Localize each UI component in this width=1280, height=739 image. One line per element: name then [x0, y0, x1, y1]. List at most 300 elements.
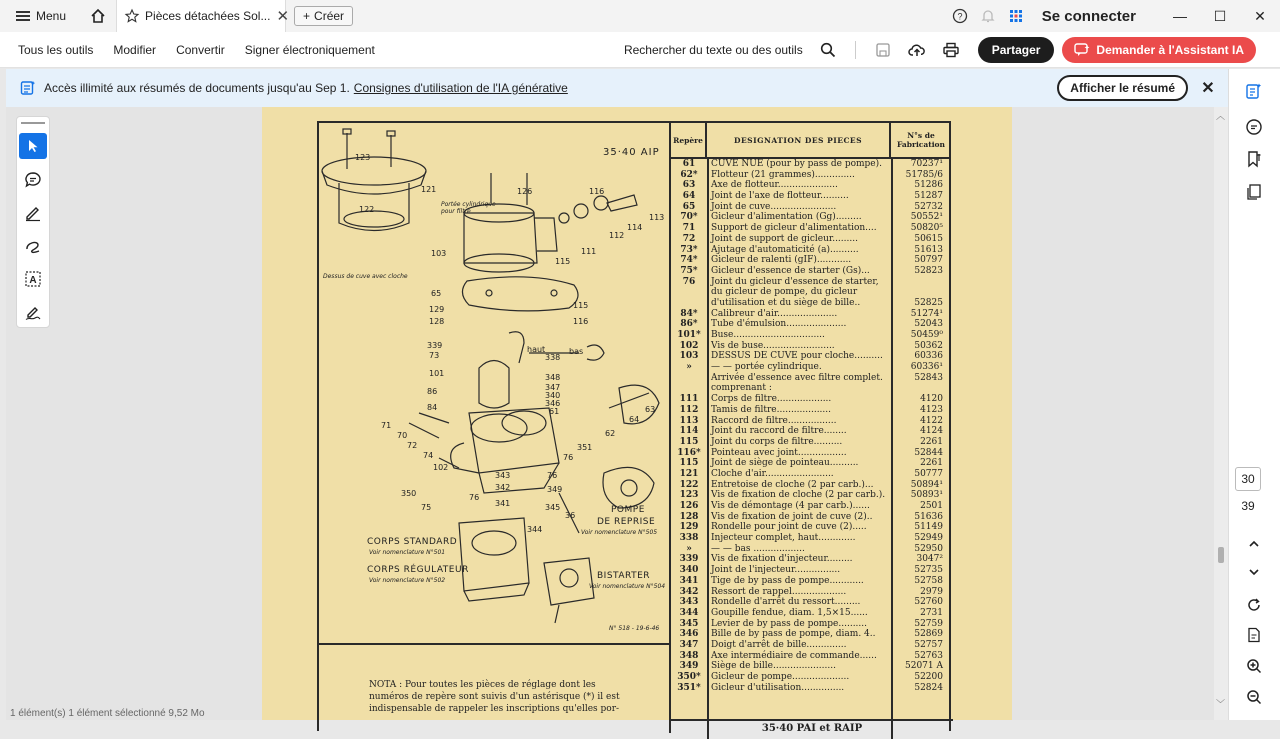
table-row — [671, 640, 951, 651]
main-toolbar — [0, 32, 1280, 68]
row-repere: 338 — [679, 533, 699, 544]
row-designation: — — bas .................. — [711, 543, 805, 554]
row-repere: 129 — [679, 522, 699, 533]
table-row — [671, 234, 951, 245]
row-fabrication: 2731 — [920, 607, 943, 618]
row-fabrication: 50894¹ — [910, 479, 943, 490]
part-label: 75 — [421, 503, 432, 512]
row-fabrication — [891, 287, 951, 298]
share-button[interactable]: Partager — [978, 37, 1055, 63]
scrollbar-thumb[interactable] — [1218, 547, 1224, 563]
row-designation: Gicleur de ralenti (gIF)............ — [711, 255, 852, 266]
menu-label: Menu — [36, 9, 67, 23]
row-fabrication: 52823 — [914, 265, 943, 276]
pompe-caption-2: DE REPRISE — [597, 517, 656, 527]
next-page-icon[interactable] — [1241, 559, 1267, 585]
part-label: haut — [527, 345, 546, 354]
header-fabrication: N°s de Fabrication — [896, 131, 945, 149]
table-row — [671, 490, 951, 501]
row-fabrication: 50615 — [914, 233, 943, 244]
bell-icon[interactable] — [974, 8, 1002, 24]
row-repere: 340 — [679, 565, 699, 576]
table-row — [671, 458, 951, 469]
row-repere: 70* — [680, 212, 698, 223]
row-designation: — — portée cylindrique. — [711, 362, 822, 373]
table-row — [671, 522, 951, 533]
table-row — [671, 159, 951, 170]
part-label: 71 — [381, 421, 392, 430]
table-row — [671, 565, 951, 576]
select-tool-button[interactable] — [19, 133, 47, 159]
row-repere: 128 — [679, 511, 699, 522]
row-fabrication: 51613 — [914, 244, 943, 255]
part-label: 122 — [359, 205, 375, 214]
table-row — [671, 330, 951, 341]
row-fabrication: 4124 — [920, 426, 943, 437]
zoom-in-icon[interactable] — [1241, 653, 1267, 679]
table-row — [671, 319, 951, 330]
table-row — [671, 629, 951, 640]
part-label: 341 — [495, 499, 511, 508]
comment-tool-button[interactable] — [19, 167, 47, 193]
row-designation: d'utilisation et du siège de bille.. — [711, 297, 861, 308]
table-row — [671, 448, 951, 459]
comment-icon — [24, 171, 42, 189]
sign-tool-button[interactable] — [19, 299, 47, 325]
row-fabrication: 50820⁵ — [910, 223, 943, 234]
part-label: 74 — [423, 451, 434, 460]
ai-assistant-button[interactable] — [1062, 37, 1256, 63]
row-designation: Arrivée d'essence avec filtre complet. — [711, 372, 883, 383]
row-designation: Vis de buse......................... — [711, 340, 835, 351]
row-repere: 76 — [682, 276, 696, 287]
row-repere: 348 — [679, 650, 699, 661]
current-page-input[interactable]: 30 — [1235, 467, 1261, 491]
row-designation: Joint de l'axe de flotteur.......... — [711, 191, 849, 202]
row-repere: 64 — [682, 191, 696, 202]
row-fabrication: 52071 A — [905, 661, 943, 672]
row-designation: Rondelle pour joint de cuve (2)..... — [711, 522, 867, 533]
table-row — [671, 383, 951, 394]
row-designation: Goupille fendue, diam. 1,5×15...... — [711, 607, 868, 618]
row-repere: 61 — [682, 159, 696, 169]
part-label: 70 — [397, 431, 408, 440]
part-label: 349 — [547, 485, 563, 494]
part-label: 115 — [555, 257, 571, 266]
row-fabrication: 52757 — [914, 639, 943, 650]
row-fabrication: 52843 — [914, 372, 943, 383]
part-label: 76 — [547, 471, 558, 480]
table-row — [671, 287, 951, 298]
row-fabrication: 50797 — [914, 255, 943, 266]
zoom-out-icon[interactable] — [1241, 684, 1267, 710]
ai-assistant-icon — [1074, 43, 1090, 57]
refresh-icon[interactable] — [1241, 592, 1267, 618]
table-row — [671, 544, 951, 555]
print-icon[interactable] — [938, 37, 964, 63]
row-designation: Siège de bille...................... — [711, 661, 836, 672]
part-label: 128 — [429, 317, 445, 326]
search-tools-label[interactable]: Rechercher du texte ou des outils — [623, 42, 803, 57]
parts-table-header — [671, 123, 951, 159]
table-row — [671, 394, 951, 405]
corps-regulateur-ref: Voir nomenclature N°502 — [369, 577, 446, 584]
row-fabrication: 52760 — [914, 597, 943, 608]
row-fabrication: 52763 — [914, 650, 943, 661]
highlight-tool-button[interactable] — [19, 200, 47, 226]
row-fabrication: 50459⁰ — [910, 330, 943, 340]
row-fabrication — [891, 277, 951, 288]
row-designation: Doigt d'arrêt de bille.............. — [711, 639, 847, 650]
corps-regulateur-caption: CORPS RÉGULATEUR — [367, 565, 469, 575]
tool-all-tools[interactable]: Tous les outils — [18, 42, 94, 57]
row-designation: Injecteur complet, haut............. — [711, 533, 856, 544]
row-designation: Flotteur (21 grammes).............. — [711, 169, 855, 180]
document-tab[interactable] — [116, 0, 290, 32]
scroll-down-arrow[interactable]: ﹀ — [1216, 699, 1226, 709]
close-window-button[interactable]: ✕ — [1254, 7, 1266, 24]
panel-grip[interactable] — [21, 122, 45, 124]
part-label: 347 — [545, 383, 561, 392]
row-fabrication: 52758 — [914, 575, 943, 586]
tab-title: Pièces détachées Sol... — [145, 9, 271, 23]
tool-edit[interactable]: Modifier — [113, 42, 157, 57]
bistarter-ref: Voir nomenclature N°504 — [589, 583, 666, 590]
help-icon[interactable] — [946, 8, 974, 24]
draw-tool-button[interactable] — [19, 233, 47, 259]
maximize-button[interactable]: ☐ — [1213, 7, 1227, 24]
show-summary-button[interactable]: Afficher le résumé — [1057, 75, 1188, 101]
part-label: 116 — [589, 187, 605, 196]
porte-cylindrique-note: Portée cylindrique pour filtre — [441, 201, 496, 215]
svg-text:?: ? — [957, 11, 963, 22]
row-fabrication: 52732 — [914, 201, 943, 212]
star-icon[interactable] — [125, 9, 139, 23]
part-label: 86 — [427, 387, 438, 396]
row-designation: Gicleur d'alimentation (Gg)......... — [711, 212, 862, 223]
pages-panel-icon[interactable] — [1241, 179, 1267, 205]
table-row — [671, 554, 951, 565]
row-repere: 103 — [679, 351, 699, 362]
minimize-button[interactable]: — — [1173, 8, 1187, 24]
svg-text:A: A — [29, 275, 37, 286]
row-designation: Calibreur d'air..................... — [711, 308, 838, 319]
part-label: 116 — [573, 317, 589, 326]
row-designation: Vis de démontage (4 par carb.)...... — [711, 501, 870, 511]
table-row — [671, 309, 951, 320]
row-designation: DESSUS DE CUVE pour cloche.......... — [711, 351, 883, 362]
row-repere: 116* — [677, 447, 701, 458]
row-designation: Joint du gicleur d'essence de starter, — [711, 276, 879, 287]
row-fabrication: 2261 — [920, 458, 943, 469]
table-row — [671, 191, 951, 202]
row-designation: Bille de by pass de pompe, diam. 4.. — [711, 629, 876, 640]
row-fabrication: 2261 — [920, 436, 943, 447]
row-repere: 341 — [679, 575, 699, 586]
row-repere: 84* — [680, 308, 698, 319]
row-fabrication — [891, 383, 951, 394]
search-icon[interactable] — [815, 37, 841, 63]
row-repere — [671, 287, 707, 298]
row-repere: 73* — [680, 244, 698, 255]
row-designation: Gicleur d'utilisation............... — [711, 682, 845, 693]
previous-page-icon[interactable] — [1241, 531, 1267, 557]
row-repere: 346 — [679, 629, 699, 640]
row-repere — [671, 298, 707, 309]
table-row — [671, 170, 951, 181]
vertical-scrollbar[interactable] — [1214, 107, 1228, 720]
row-designation: Ajutage d'automaticité (a).......... — [711, 244, 859, 255]
row-designation: Vis de fixation de cloche (2 par carb.). — [711, 490, 886, 501]
plate-number: N° 518 - 19-6-46 — [609, 625, 660, 632]
row-fabrication: 52200 — [914, 672, 943, 682]
row-repere: 63 — [682, 180, 696, 191]
part-label: 65 — [431, 289, 442, 298]
part-label: 76 — [563, 453, 574, 462]
row-designation: Joint de l'injecteur................ — [711, 565, 841, 576]
create-label: Créer — [314, 9, 345, 23]
table-row — [671, 661, 951, 672]
part-label: 344 — [527, 525, 543, 534]
part-label: 338 — [545, 353, 561, 362]
part-label: 351 — [577, 443, 593, 452]
row-repere: 122 — [679, 479, 699, 490]
row-repere: 347 — [679, 639, 699, 650]
row-fabrication: 51149 — [914, 522, 943, 533]
diagram-divider — [319, 643, 669, 645]
row-repere: 349 — [679, 661, 699, 672]
part-label: 350 — [401, 489, 417, 498]
scroll-up-arrow[interactable]: ︿ — [1216, 111, 1226, 121]
row-fabrication: 51286 — [914, 180, 943, 191]
part-label: 72 — [407, 441, 418, 450]
row-fabrication: 4120 — [920, 394, 943, 405]
save-icon[interactable] — [870, 37, 896, 63]
pompe-ref: Voir nomenclature N°505 — [581, 529, 658, 536]
row-repere: 339 — [679, 554, 699, 565]
row-designation: Axe de flotteur..................... — [711, 180, 838, 191]
pompe-caption: POMPE — [611, 505, 645, 515]
table-row — [671, 277, 951, 288]
row-repere: 86* — [680, 319, 698, 330]
table-row — [671, 416, 951, 427]
part-label: 343 — [495, 471, 511, 480]
title-bar — [0, 0, 1280, 32]
parts-table-body — [671, 159, 951, 693]
part-label: 129 — [429, 305, 445, 314]
part-label: 101 — [429, 369, 445, 378]
table-row — [671, 576, 951, 587]
part-label: 36 — [565, 511, 576, 520]
comments-panel-icon[interactable] — [1241, 114, 1267, 140]
page-info-icon[interactable] — [1241, 622, 1267, 648]
row-fabrication: 52759 — [914, 618, 943, 629]
row-repere: 351* — [677, 682, 701, 693]
row-designation: Tamis de filtre................... — [711, 404, 831, 415]
table-row — [671, 426, 951, 437]
close-tab-icon[interactable]: ✕ — [276, 8, 290, 25]
table-row — [671, 587, 951, 598]
row-designation: Pointeau avec joint................. — [711, 447, 847, 458]
row-designation: Ressort de rappel................... — [711, 586, 847, 597]
row-repere: 113 — [679, 415, 699, 426]
row-fabrication: 2501 — [920, 501, 943, 511]
row-repere: 65 — [682, 201, 696, 212]
table-row — [671, 351, 951, 362]
row-repere: 342 — [679, 586, 699, 597]
part-label: 73 — [429, 351, 440, 360]
row-repere: 344 — [679, 607, 699, 618]
table-row — [671, 619, 951, 630]
row-fabrication: 52824 — [914, 682, 943, 693]
table-row — [671, 597, 951, 608]
part-label: 126 — [517, 187, 533, 196]
corps-standard-caption: CORPS STANDARD — [367, 537, 458, 547]
row-designation: Joint de support de gicleur......... — [711, 233, 858, 244]
part-label: 111 — [581, 247, 597, 256]
total-pages: 39 — [1241, 499, 1255, 513]
text-tool-button[interactable] — [19, 266, 47, 292]
row-repere: 112 — [679, 404, 699, 415]
signature-icon — [24, 303, 42, 321]
table-row — [671, 180, 951, 191]
row-designation: Tige de by pass de pompe............ — [711, 575, 864, 586]
row-fabrication: 51274¹ — [910, 308, 943, 319]
corps-standard-ref: Voir nomenclature N°501 — [369, 549, 446, 556]
table-row — [671, 651, 951, 662]
row-designation: Entretoise de cloche (2 par carb.)... — [711, 479, 874, 490]
row-repere: 72 — [682, 233, 696, 244]
tool-esign[interactable]: Signer électroniquement — [244, 42, 375, 57]
row-designation: Support de gicleur d'alimentation.... — [711, 223, 877, 234]
cursor-icon — [26, 139, 40, 153]
right-side-panel — [1228, 69, 1280, 720]
part-label: 123 — [355, 153, 371, 162]
table-row — [671, 533, 951, 544]
table-row — [671, 608, 951, 619]
row-repere: 102 — [679, 340, 699, 351]
row-fabrication: 70237¹ — [910, 159, 943, 169]
cloud-upload-icon[interactable] — [904, 37, 930, 63]
plus-icon: + — [303, 9, 311, 23]
carburetor-exploded-diagram — [319, 123, 669, 643]
table-row — [671, 437, 951, 448]
part-label: 346 — [545, 399, 561, 408]
row-designation: Gicleur de pompe.................... — [711, 672, 850, 682]
home-button[interactable] — [86, 4, 110, 28]
row-designation: Joint du raccord de filtre........ — [711, 426, 847, 437]
header-designation: DESIGNATION DES PIECES — [707, 123, 891, 157]
ai-summary-panel-icon[interactable] — [1241, 78, 1267, 104]
row-repere: 71 — [682, 223, 696, 234]
row-designation: Vis de fixation de joint de cuve (2).. — [711, 511, 873, 522]
row-repere: » — [686, 362, 692, 373]
row-designation: CUVE NUE (pour by pass de pompe). — [711, 159, 882, 169]
row-repere: 115 — [679, 436, 699, 447]
hamburger-icon — [16, 11, 30, 21]
bookmark-panel-icon[interactable] — [1241, 146, 1267, 172]
table-row — [671, 298, 951, 309]
part-label: 115 — [573, 301, 589, 310]
row-fabrication: 52869 — [914, 629, 943, 640]
status-bar: 1 élément(s) 1 élément sélectionné 9,52 Mo — [10, 708, 205, 719]
quick-tools-panel — [16, 116, 50, 328]
row-repere — [671, 373, 707, 384]
table-row — [671, 480, 951, 491]
part-label: 348 — [545, 373, 561, 382]
part-label: 61 — [549, 407, 560, 416]
part-label: 62 — [605, 429, 616, 438]
part-label: 103 — [431, 249, 447, 258]
table-row — [671, 469, 951, 480]
row-fabrication: 50893¹ — [910, 490, 943, 501]
row-fabrication: 2979 — [920, 586, 943, 597]
row-designation: Levier de by pass de pompe.......... — [711, 618, 867, 629]
menu-button[interactable] — [10, 4, 72, 28]
row-repere: 101* — [677, 330, 701, 340]
ai-guidelines-link[interactable]: Consignes d'utilisation de l'IA générative — [353, 81, 568, 95]
close-banner-icon[interactable]: ✕ — [1201, 80, 1215, 97]
part-label: 63 — [645, 405, 656, 414]
banner-text: Accès illimité aux résumés de documents jusqu'au Sep 1. — [44, 81, 350, 95]
part-label: 121 — [421, 185, 437, 194]
table-row — [671, 255, 951, 266]
row-repere: 123 — [679, 490, 699, 501]
row-fabrication: 50777 — [914, 468, 943, 479]
row-designation: Gicleur d'essence de starter (Gs)... — [711, 265, 870, 276]
table-row — [671, 512, 951, 523]
tool-convert[interactable]: Convertir — [176, 42, 225, 57]
part-label: 342 — [495, 483, 511, 492]
create-button[interactable] — [294, 6, 353, 26]
table-row — [671, 373, 951, 384]
table-row — [671, 223, 951, 234]
part-label: 345 — [545, 503, 561, 512]
pdf-page — [262, 107, 1012, 734]
row-designation: Joint de siège de pointeau.......... — [711, 458, 859, 469]
signin-link[interactable]: Se connecter — [1041, 7, 1136, 25]
row-designation: Vis de fixation d'injecteur......... — [711, 554, 853, 565]
pen-icon — [24, 204, 42, 222]
row-repere: 111 — [679, 394, 699, 405]
row-fabrication: 52949 — [914, 533, 943, 544]
row-designation: comprenant : — [711, 383, 772, 394]
row-fabrication: 3047² — [916, 554, 943, 565]
diagram-model-label: 35·40 AIP — [603, 147, 660, 158]
text-box-icon — [24, 270, 42, 288]
table-row — [671, 683, 951, 694]
next-model-heading: 35·40 PAI et RAIP — [671, 719, 953, 734]
part-label: 64 — [629, 415, 640, 424]
row-repere: 345 — [679, 618, 699, 629]
row-designation: du gicleur de pompe, du gicleur — [711, 287, 858, 298]
row-fabrication: 52950 — [914, 543, 943, 554]
row-repere — [671, 383, 707, 394]
row-fabrication: 50552¹ — [910, 212, 943, 223]
ai-summary-icon — [20, 80, 36, 96]
row-designation: Raccord de filtre................. — [711, 415, 837, 426]
row-fabrication: 60336¹ — [910, 362, 943, 373]
row-repere: 62* — [680, 169, 698, 180]
bistarter-caption: BISTARTER — [597, 571, 651, 581]
row-designation: Buse................................ — [711, 330, 825, 340]
row-fabrication: 4122 — [920, 415, 943, 426]
page-frame — [317, 121, 951, 734]
apps-grid-icon[interactable] — [1002, 8, 1030, 24]
part-label: 76 — [469, 493, 480, 502]
row-fabrication: 52735 — [914, 565, 943, 576]
toolbar-divider — [855, 41, 856, 59]
